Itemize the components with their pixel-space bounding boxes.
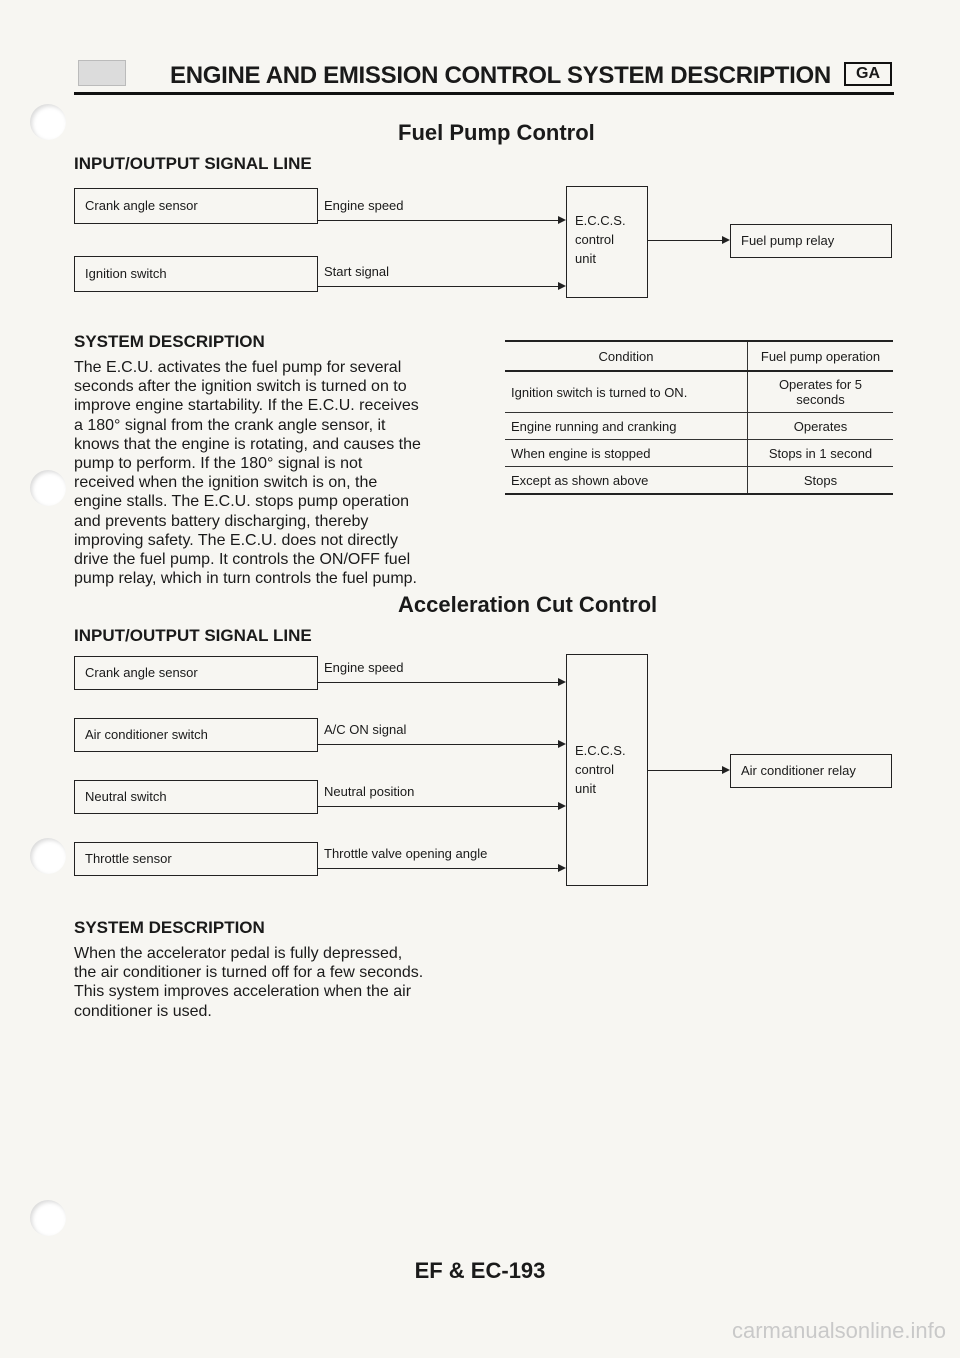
page-header-title: ENGINE AND EMISSION CONTROL SYSTEM DESCRIPTION (170, 62, 831, 89)
desc-line: received when the ignition switch is on, the (74, 474, 378, 492)
ecu-line: E.C.C.S. (575, 213, 626, 228)
fuel-pump-description (74, 358, 460, 588)
signal-label-ac-on-signal: A/C ON signal (324, 722, 407, 737)
fuel-pump-title: Fuel Pump Control (398, 120, 595, 145)
signal-label-neutral-position: Neutral position (324, 784, 415, 799)
desc-line: engine stalls. The E.C.U. stops pump operation (74, 493, 409, 511)
output-box-air-conditioner-relay (730, 754, 892, 788)
input-label: Ignition switch (85, 266, 167, 281)
arrow-icon (558, 864, 566, 872)
ecu-line: control (575, 762, 615, 777)
punch-hole (30, 1200, 66, 1236)
page-number: EF & EC-193 (414, 1258, 546, 1283)
output-label: Fuel pump relay (741, 233, 835, 248)
fuel-pump-io-heading: INPUT/OUTPUT SIGNAL LINE (74, 154, 312, 173)
desc-line: seconds after the ignition switch is turned on to (74, 378, 407, 396)
signal-label-start-signal: Start signal (324, 264, 390, 279)
desc-line: pump relay, which in turn controls the fuel pump. (74, 570, 417, 588)
ecu-line: control (575, 232, 615, 247)
accel-cut-title: Acceleration Cut Control (398, 592, 658, 617)
accel-cut-description (74, 944, 474, 1021)
input-box-crank-angle-sensor (74, 656, 318, 690)
arrow-icon (558, 740, 566, 748)
arrow-icon (558, 216, 566, 224)
input-label: Crank angle sensor (85, 665, 198, 680)
desc-line: conditioner is used. (74, 1002, 212, 1020)
output-line (648, 240, 722, 241)
signal-label-throttle-valve-opening-angle: Throttle valve opening angle (324, 846, 488, 861)
table-cell-operation: Stops in 1 second (748, 440, 894, 467)
header-tab (78, 60, 126, 86)
arrow-icon (558, 678, 566, 686)
accel-cut-desc-heading: SYSTEM DESCRIPTION (74, 918, 265, 937)
table-header-row (505, 341, 893, 371)
table-cell-condition: When engine is stopped (505, 440, 748, 467)
table-row (505, 413, 893, 440)
ecu-line: unit (575, 251, 596, 266)
arrow-icon (558, 802, 566, 810)
ecu-box (566, 654, 648, 886)
input-box-crank-angle-sensor (74, 188, 318, 224)
output-line (648, 770, 722, 771)
fuel-pump-operation-table (505, 340, 893, 495)
output-label: Air conditioner relay (741, 763, 856, 778)
watermark: carmanualsonline.info (731, 1318, 946, 1343)
table-cell-condition: Ignition switch is turned to ON. (505, 371, 748, 413)
desc-line: and prevents battery discharging, thereby (74, 512, 369, 530)
table-row (505, 467, 893, 495)
desc-line: knows that the engine is rotating, and causes the (74, 435, 421, 453)
table-cell-operation: Stops (748, 467, 894, 495)
signal-line (318, 868, 558, 869)
input-box-air-conditioner-switch (74, 718, 318, 752)
arrow-icon (722, 236, 730, 244)
table-cell-operation: Operates for 5 seconds (748, 371, 894, 413)
ecu-line: unit (575, 781, 596, 796)
desc-line: drive the fuel pump. It controls the ON/OFF fuel (74, 551, 411, 569)
signal-label-engine-speed: Engine speed (324, 198, 404, 213)
input-box-throttle-sensor (74, 842, 318, 876)
arrow-icon (558, 282, 566, 290)
table-cell-operation: Operates (748, 413, 894, 440)
punch-hole (30, 104, 66, 140)
desc-line: a 180° signal from the crank angle sensor, it (74, 416, 386, 434)
input-box-ignition-switch (74, 256, 318, 292)
desc-line: the air conditioner is turned off for a few seconds. (74, 964, 424, 982)
signal-line (318, 286, 558, 287)
input-label: Air conditioner switch (85, 727, 208, 742)
output-box-fuel-pump-relay (730, 224, 892, 258)
signal-line (318, 744, 558, 745)
table-header-operation: Fuel pump operation (748, 341, 894, 371)
header-rule (74, 92, 894, 95)
signal-line (318, 682, 558, 683)
desc-line: improving safety. The E.C.U. does not directly (74, 531, 398, 549)
desc-line: improve engine startability. If the E.C.U. receives (74, 397, 419, 415)
ecu-line: E.C.C.S. (575, 743, 626, 758)
table-cell-condition: Except as shown above (505, 467, 748, 495)
desc-line: The E.C.U. activates the fuel pump for several (74, 359, 402, 376)
signal-label-engine-speed: Engine speed (324, 660, 404, 675)
input-label: Crank angle sensor (85, 198, 198, 213)
ecu-box (566, 186, 648, 298)
desc-line: When the accelerator pedal is fully depressed, (74, 945, 403, 962)
input-box-neutral-switch (74, 780, 318, 814)
table-row (505, 371, 893, 413)
fuel-pump-desc-heading: SYSTEM DESCRIPTION (74, 332, 265, 351)
input-label: Neutral switch (85, 789, 167, 804)
table-row (505, 440, 893, 467)
punch-hole (30, 838, 66, 874)
accel-cut-io-heading: INPUT/OUTPUT SIGNAL LINE (74, 626, 312, 645)
table-header-condition: Condition (505, 341, 748, 371)
input-label: Throttle sensor (85, 851, 172, 866)
punch-hole (30, 470, 66, 506)
signal-line (318, 220, 558, 221)
signal-line (318, 806, 558, 807)
table-cell-condition: Engine running and cranking (505, 413, 748, 440)
desc-line: This system improves acceleration when the air (74, 983, 412, 1001)
section-badge: GA (844, 62, 892, 86)
arrow-icon (722, 766, 730, 774)
desc-line: pump to perform. If the 180° signal is not (74, 455, 363, 473)
